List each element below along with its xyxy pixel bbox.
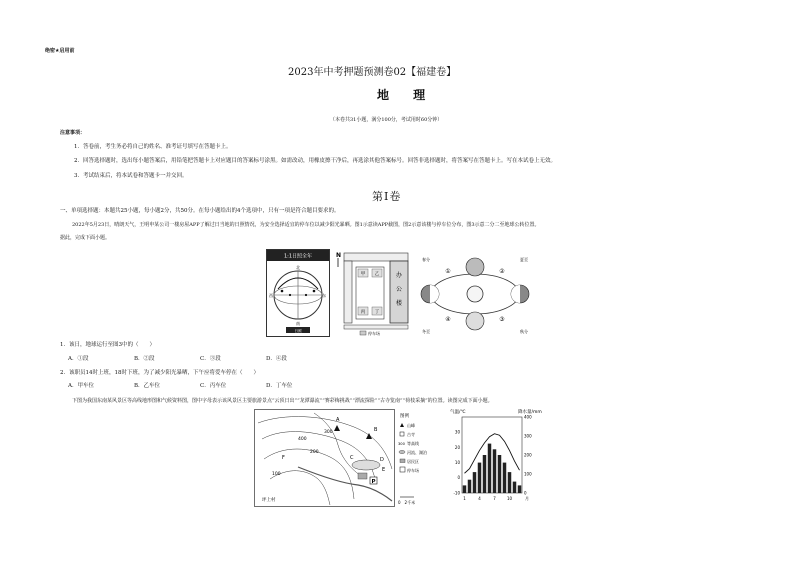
q1-option-c: C．③段 [200,356,221,362]
climate-x-ticks [463,495,529,501]
legend-contour-sample: 300 [398,442,405,446]
legend-contour: 等高线 [407,441,419,446]
volume-title: 第Ⅰ卷 [372,190,402,203]
precip-bar-12 [518,485,522,493]
q2-option-d: D．丁车位 [266,383,293,389]
precip-bar-3 [473,472,477,493]
contour-300: 300 [324,430,333,435]
app-label-south: 南 [296,321,300,326]
legend-temple: 古寺 [407,432,415,437]
climate-temp-line [465,434,520,474]
building-char-1: 办 [395,272,403,279]
precip-bar-8 [498,455,502,493]
village-label: 坪上村 [262,498,276,503]
precip-bar-7 [493,449,497,493]
passage1-line1: 2022年5月23日，晴朗天气，王明申某公司一楼房屋APP了解过日当地的日照情况，为安全选择适宜的停车位以减少阳光暴晒。图1示意读APP截图，图2示意该楼与停车位分布，图3示意二分二至地球公转位置。 [72,222,540,228]
lot-jia: 甲 [360,272,366,277]
legend-title: 图例 [400,414,409,419]
lot-ding: 丁 [374,310,380,315]
climate-y-left-ticks [453,430,460,496]
climate-ylabel-right: 降水量/mm [518,410,542,415]
precip-bar-11 [513,482,517,493]
point-a: A [336,417,340,423]
precip-tick-4: 0 [524,490,527,496]
parking-layout-drawing [334,249,414,337]
temp-tick-1: 20 [454,444,460,450]
precip-bar-6 [488,444,492,493]
climate-chart [448,407,548,511]
precip-bar-1 [463,485,467,493]
legend-river: 河流、湖泊 [407,450,427,455]
app-label-west: 西 [269,293,273,298]
q1-option-b: B．②段 [134,356,155,362]
contour-200: 200 [310,450,319,455]
contour-100: 100 [272,472,281,477]
precip-bar-9 [503,463,507,493]
q2-option-c: C．丙车位 [200,383,227,389]
q2-stem: 2．该职员14时上班，18时下班，为了减少阳光暴晒，下午应将爱车停在（ ） [60,370,259,376]
figure-climate-chart [448,407,548,511]
temp-tick-3: 0 [457,475,460,481]
building-char-3: 楼 [395,300,403,307]
precip-tick-2: 200 [524,452,532,458]
notice-item-1: 1．答卷前，考生务必将自己的姓名、准考证号填写在答题卡上。 [74,144,232,150]
figure-contour-map [254,409,440,507]
building-char-2: 公 [395,286,403,293]
climate-ylabel-left: 气温/℃ [450,410,466,415]
lot-bing: 丙 [360,310,366,315]
q2-option-a: A．甲车位 [68,383,94,389]
term-autumn: 秋分 [520,329,528,334]
contour-400: 400 [298,437,307,442]
earth-orbit-drawing [416,253,534,335]
passage1-line2: 据此，完成下面小题。 [60,235,111,241]
point-d: D [380,457,384,463]
secret-mark: 绝密★启用前 [45,48,75,54]
climate-y-right-ticks [524,414,532,495]
orbit-label-1: ① [445,268,451,275]
point-b: B [374,427,378,433]
precip-tick-3: 100 [524,471,532,477]
north-arrow-label: N [336,252,342,259]
precip-bar-4 [478,463,482,493]
precip-bar-10 [508,472,512,493]
figure-earth-orbit [416,253,534,335]
month-tick-10: 10 [506,496,513,501]
app-header-text: 1:1日照全年 [283,253,313,260]
legend-peak: 山峰 [407,423,415,428]
term-summer: 夏至 [520,257,528,262]
notice-item-2: 2．回答选择题时，选出每小题答案后，用铅笔把答题卡上对应题目的答案标号涂黑。如需改动，用橡皮擦干净后，再选涂其他答案标号。回答非选择题时，将答案写在答题卡上。写在本试卷上无效。 [74,158,557,164]
q1-option-a: A．①段 [68,356,89,362]
point-e: E [382,467,386,473]
q1-option-d: D．④段 [266,356,287,362]
temp-tick-4: -10 [453,490,460,496]
figure-parking-layout [334,249,414,337]
subject-title: 地 理 [377,88,436,102]
climate-precip-bars [463,444,522,493]
point-f: F [282,455,285,461]
app-label-north: 北 [296,265,300,270]
precip-bar-2 [468,480,472,493]
legend-residential: 居民区 [407,459,419,464]
month-tick-4: 4 [478,496,481,501]
section-intro: 一、单项选择题：本题共25小题，每小题2分，共50分。在每小题给出的4个选项中，只有一项是符合题目要求的。 [60,208,340,214]
map-scale: 0 2千米 [398,500,416,505]
temp-tick-2: 10 [454,460,460,465]
orbit-label-4: ④ [445,316,451,323]
notice-heading: 注意事项： [60,130,86,136]
temp-tick-0: 30 [454,429,460,435]
precip-tick-1: 300 [524,433,532,439]
app-label-east: 东 [322,293,326,298]
term-spring: 春分 [422,257,430,262]
precip-bar-5 [483,455,487,493]
map-parking-icon: P [371,479,376,485]
month-tick-7: 7 [493,496,496,501]
exam-title: 2023年中考押题预测卷02【福建卷】 [288,67,457,78]
point-c: C [350,455,354,461]
precip-tick-0: 400 [524,414,532,420]
lot-yi: 乙 [374,272,380,277]
exam-info: （本卷共31小题，满分100分，考试用时60分钟） [330,117,443,123]
passage2: 下图为我国东南某风景区等高线地形图和气候资料图，图中字母表示该风景区主要旅游景点“云顶日出”“龙潭瀑流”“赛彩梅挑战”“漂流探险”“古寺览南”“荷枝采摘”的位置。读图完成下面小题。 [72,398,493,404]
month-tick-1: 1 [463,496,466,501]
q1-stem: 1．该日，地球运行至图3中的（ ） [60,342,155,348]
orbit-label-2: ② [499,268,505,275]
term-winter: 冬至 [422,329,430,334]
app-footer-text: 日照 [294,328,302,333]
orbit-label-3: ③ [499,316,505,323]
contour-map-drawing [254,409,440,507]
legend-parking: 停车场 [407,468,419,473]
q2-option-b: B．乙车位 [134,383,161,389]
app-screenshot-drawing [266,249,330,337]
parking-legend: 停车场 [368,331,380,336]
notice-item-3: 3．考试结束后，将本试卷和答题卡一并交回。 [74,173,188,179]
figure-app-screenshot [266,249,330,337]
month-unit: 月 [525,496,529,501]
